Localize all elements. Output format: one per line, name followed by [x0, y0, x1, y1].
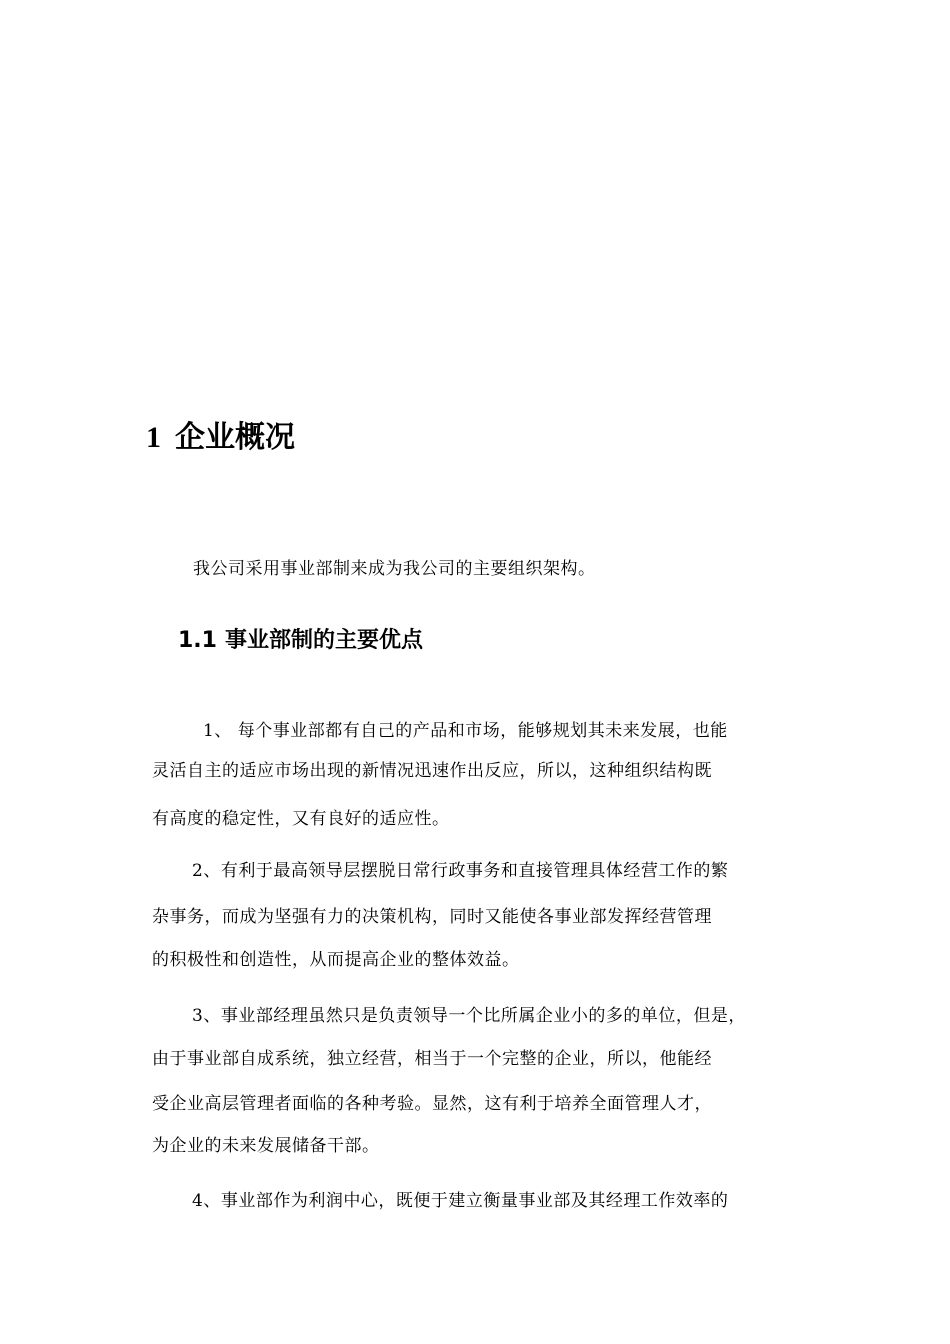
section-number: 1.1 [178, 628, 217, 653]
paragraph-1-line-1: 1、 每个事业部都有自己的产品和市场，能够规划其未来发展，也能 [203, 721, 728, 741]
paragraph-3-line-2: 由于事业部自成系统，独立经营，相当于一个完整的企业，所以，他能经 [152, 1049, 712, 1069]
paragraph-4-line-1: 4、事业部作为利润中心，既便于建立衡量事业部及其经理工作效率的 [192, 1191, 729, 1211]
section-heading [178, 624, 423, 658]
paragraph-2-line-3: 的积极性和创造性，从而提高企业的整体效益。 [152, 950, 520, 970]
chapter-number: 1 [146, 421, 161, 454]
paragraph-1-line-2: 灵活自主的适应市场出现的新情况迅速作出反应，所以，这种组织结构既 [152, 761, 712, 781]
paragraph-3-line-3: 受企业高层管理者面临的各种考验。显然，这有利于培养全面管理人才， [152, 1094, 712, 1114]
paragraph-1-line-3: 有高度的稳定性，又有良好的适应性。 [152, 809, 450, 829]
paragraph-2-line-2: 杂事务，而成为坚强有力的决策机构，同时又能使各事业部发挥经营管理 [152, 907, 712, 927]
chapter-heading [146, 416, 295, 460]
section-title: 事业部制的主要优点 [224, 628, 423, 653]
paragraph-3-line-1: 3、事业部经理虽然只是负责领导一个比所属企业小的多的单位，但是， [192, 1006, 746, 1026]
intro-paragraph: 我公司采用事业部制来成为我公司的主要组织架构。 [193, 559, 596, 579]
paragraph-2-line-1: 2、有利于最高领导层摆脱日常行政事务和直接管理具体经营工作的繁 [192, 861, 729, 881]
chapter-title: 企业概况 [175, 420, 295, 455]
paragraph-3-line-4: 为企业的未来发展储备干部。 [152, 1136, 380, 1156]
